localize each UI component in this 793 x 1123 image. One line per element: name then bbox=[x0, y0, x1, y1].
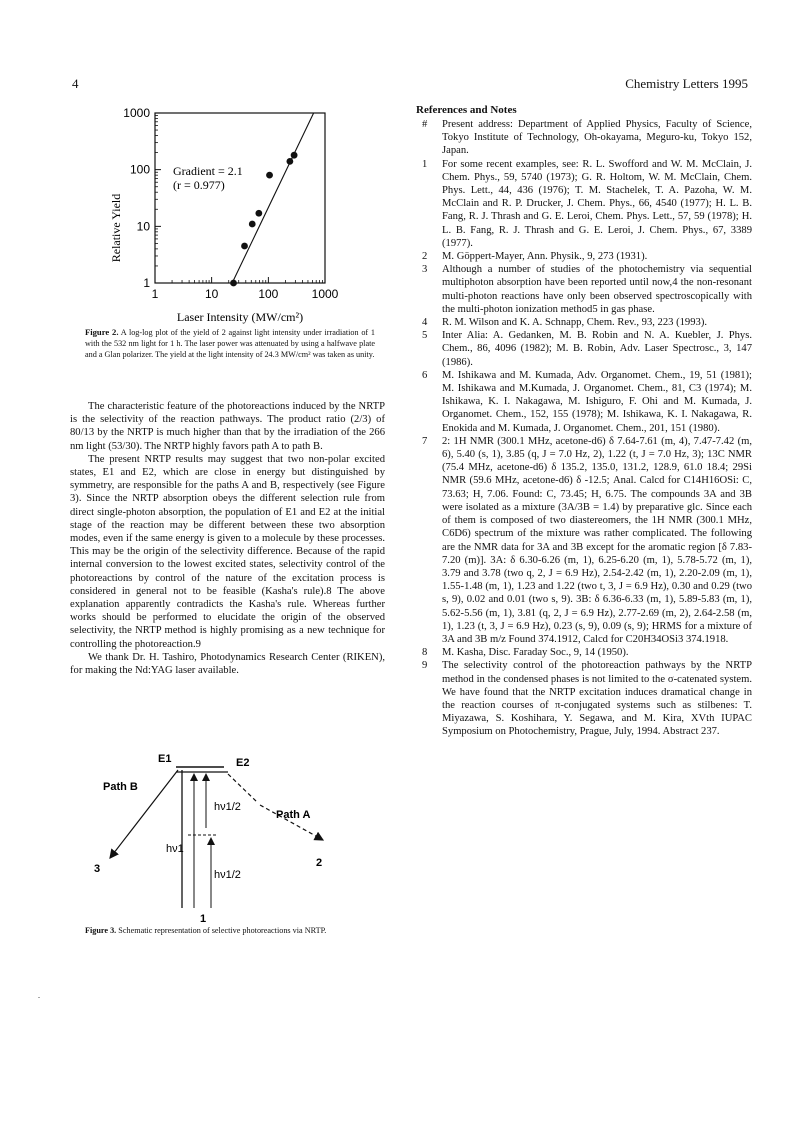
reference-item bbox=[412, 250, 752, 263]
reference-text: 2: 1H NMR (300.1 MHz, acetone-d6) δ 7.64-7.61 (m, 4), 7.47-7.42 (m, 6), 5.40 (s, 1), 3.85 (q, J = 7.0 Hz, 2), 1.22 (t, J = 7.0 Hz, 3); 13C NMR (75.4 MHz, acetone-d6) δ 135.2, 135.0, 131.2, 128.9, 61.0 18.4; 29Si NMR (59.6 MHz, acetone-d6) δ -12.5; Anal. Calcd for C14H16OSi: C, 73.63; H, 7.06. Found: C, 73.45; H, 6.75. The compounds 3A and 3B were isolated as a mixture (3A/3B = 1.4) by preparative glc. Since each of them is composed of two diastereomers, the 1H NMR (300.1 MHz, C6D6) spectrum of the mixture was rather complicated. The following are the NMR data for 3A and 3B except for the aromatic region [δ 7.83-7.20 (m)]. 3A: δ 6.30-6.26 (m, 1), 6.25-6.20 (m, 1), 5.78-5.72 (m, 1), 3.79 and 3.78 (two q, 2, J = 6.9 Hz), 2.54-2.42 (m, 1), 2.20-2.09 (m, 1), 1.55-1.48 (m, 1), 1.23 and 1.22 (two t, 3, J = 6.9 Hz), 0.30 and 0.29 (two s, 9), 0.02 and 0.01 (two s, 9). 3B: δ 6.36-6.33 (m, 1), 5.89-5.83 (m, 1), 5.62-5.56 (m, 1), 3.81 (q, 2, J = 6.9 Hz), 2.77-2.69 (m, 2), 2.64-2.58 (m, 1), 1.23 (t, 3, J = 6.9 Hz), 0.23 (s, 9), 0.09 (s, 9); HRMS for a mixture of 3A and 3B m/z Found 374.1912, Calcd for C20H34OSi3 374.1918. bbox=[442, 435, 752, 645]
body-paragraph-3: We thank Dr. H. Tashiro, Photodynamics Research Center (RIKEN), for making the Nd:YAG laser available. bbox=[70, 651, 385, 677]
page-number: 4 bbox=[72, 76, 79, 91]
x-tick-label: 100 bbox=[258, 287, 279, 301]
reference-text: Although a number of studies of the photochemistry via sequential multiphoton absorption have been reported until now,4 the non-resonant multi-photon reactions have only been observed spectroscopically with the multi-photon ionization method5 in gas phase. bbox=[442, 264, 752, 315]
body-paragraph-1: The characteristic feature of the photoreactions induced by the NRTP is the selectivity of the reaction pathways. The product ratio (2/3) of 80/13 by the NRTP is much higher than that by the irradiation of the 266 nm light (53/30). The NRTP highly favors path A to path B. bbox=[70, 401, 385, 452]
reference-number: 5 bbox=[422, 330, 428, 342]
reference-item bbox=[412, 369, 752, 435]
compound-3-label: 3 bbox=[94, 863, 101, 875]
path-a-label: Path A bbox=[276, 809, 311, 821]
y-tick-label: 10 bbox=[136, 219, 150, 234]
y-tick-label: 1 bbox=[143, 276, 150, 290]
reference-text: Present address: Department of Applied Physics, Faculty of Science, Tokyo Institute of Technology, Oh-okayama, Meguro-ku, Tokyo 152, Japan. bbox=[442, 119, 752, 157]
left-column-body bbox=[70, 400, 385, 677]
compound-1-label: 1 bbox=[200, 913, 207, 925]
figure-2-caption-text: A log-log plot of the yield of 2 against light intensity under irradiation of 1 with the 532 nm light for 1 h. The laser power was attenuated by using a halfwave plate and a Glan polarizer. The yield at the light intensity of 24.3 MW/cm² was taken as unity. bbox=[85, 328, 375, 360]
figure-2 bbox=[80, 103, 370, 333]
data-point bbox=[255, 210, 262, 217]
reference-item bbox=[412, 329, 752, 369]
reference-number: 6 bbox=[422, 369, 428, 381]
data-point bbox=[286, 158, 293, 165]
reference-text: For some recent examples, see: R. L. Swofford and W. M. McClain, J. Chem. Phys., 59, 5740 (1973); G. R. Holtom, W. M. McClain, Chem. Phys. Lett., 44, 436 (1976); T. M. Stachelek, T. A. Pazoha, W. M. McClain and R. P. Drucker, J. Chem. Phys., 66, 4540 (1977); H. L. B. Fang, R. J. Thrash and G. E. Leroi, Chem. Phys. Lett., 57, 59 (1978); H. L. B. Fang, R. J. Thrash and G. E. Leroi, J. Chem. Phys., 67, 3389 (1977). bbox=[442, 158, 752, 249]
reference-item bbox=[412, 659, 752, 738]
reference-item bbox=[412, 316, 752, 329]
reference-item bbox=[412, 263, 752, 316]
figure-3-caption-text: Schematic representation of selective photoreactions via NRTP. bbox=[118, 926, 327, 935]
figure-2-caption bbox=[85, 327, 375, 361]
fit-line bbox=[232, 113, 313, 283]
x-tick-label: 1 bbox=[151, 287, 159, 301]
reference-text: M. Kasha, Disc. Faraday Soc., 9, 14 (1950). bbox=[442, 647, 629, 659]
footer-mark: . bbox=[38, 991, 40, 1000]
references-heading: References and Notes bbox=[416, 104, 517, 116]
reference-number: 7 bbox=[422, 435, 428, 447]
reference-number: 3 bbox=[422, 264, 428, 276]
hv1-half-bot-label: hν1/2 bbox=[214, 869, 241, 881]
x-axis-label: Laser Intensity (MW/cm²) bbox=[176, 310, 304, 324]
figure-3-diagram bbox=[78, 748, 378, 928]
references-list bbox=[412, 118, 752, 739]
reference-item bbox=[412, 646, 752, 659]
reference-number: 1 bbox=[422, 158, 428, 170]
path-b-label: Path B bbox=[103, 781, 138, 793]
y-tick-label: 1000 bbox=[123, 106, 150, 120]
r-annotation: (r = 0.977) bbox=[173, 178, 225, 192]
reference-number: 2 bbox=[422, 251, 428, 263]
path-a-line bbox=[228, 774, 258, 803]
figure-2-chart bbox=[80, 103, 370, 333]
reference-text: The selectivity control of the photoreaction pathways by the NRTP method in the condensed phases is not limited to the σ-catenated system. We have found that the NRTP excitation induces dramatical change in the reaction courses of π-conjugated systems such as stilbenes: T. Miyazawa, S. Koshihara, Y. Segawa, and M. Kira, XVth IUPAC Symposium on Photochemistry, Prague, July, 1994. Abstract 237. bbox=[442, 660, 752, 738]
gradient-annotation: Gradient = 2.1 bbox=[173, 164, 243, 178]
figure-3 bbox=[78, 748, 378, 928]
data-point bbox=[266, 172, 273, 179]
reference-item bbox=[412, 118, 752, 158]
figure-2-caption-label: Figure 2. bbox=[85, 327, 119, 337]
reference-number: 9 bbox=[422, 660, 428, 672]
hv1-label: hν1 bbox=[166, 843, 184, 855]
plot-frame bbox=[155, 113, 325, 283]
reference-item bbox=[412, 435, 752, 646]
y-axis-label: Relative Yield bbox=[109, 193, 123, 263]
data-point bbox=[230, 280, 237, 287]
data-point bbox=[291, 152, 298, 159]
body-paragraph-2: The present NRTP results may suggest that two non-polar excited states, E1 and E2, which are close in energy but distinguished by symmetry, are responsible for the paths A and B, respectively (see Figure 3). Since the NRTP absorption obeys the different selection rule from direct single-photon absorption, the population of E1 and E2 at the initial stage of the reaction may be different between these two absorption modes, even if the same energy is given to a molecule by these processes. This may be the origin of the selectivity difference. Because of the rapid internal conversion to the lowest excited states, selectivity control of the photoreactions by control of the nature of the excitation process is considered in general not to be feasible (Kasha's rule).8 The above explanation apparently contradicts the Kasha's rule. Whereas further works should be performed to elucidate the origin of the observed selectivity, the NRTP method is highly promising as a new technique for controlling the photoreaction.9 bbox=[70, 453, 385, 650]
reference-text: Inter Alia: A. Gedanken, M. B. Robin and N. A. Kuebler, J. Phys. Chem., 86, 4096 (1982); M. B. Robin, Adv. Laser Spectrosc., 3, 147 (1986). bbox=[442, 330, 752, 368]
data-point bbox=[241, 243, 248, 250]
reference-number: 8 bbox=[422, 647, 428, 659]
x-tick-label: 1000 bbox=[311, 287, 339, 301]
compound-2-label: 2 bbox=[316, 857, 323, 869]
reference-item bbox=[412, 158, 752, 250]
e1-label: E1 bbox=[158, 753, 172, 765]
reference-text: M. Göppert-Mayer, Ann. Physik., 9, 273 (1931). bbox=[442, 251, 648, 263]
reference-text: M. Ishikawa and M. Kumada, Adv. Organomet. Chem., 19, 51 (1981); M. Ishikawa and M.Kumada, J. Organomet. Chem., 81, C3 (1974); M. Ishikawa, K. I. Nakagawa, M. Ishiguro, F. Ohi and M. Kumada, J. Organomet. Chem., 152, 155 (1978); M. Ishikawa, K. I. Nakagawa, R. Enokida and M. Kumada, J. Organomet. Chem., 201, 151 (1980). bbox=[442, 369, 752, 434]
reference-number: 4 bbox=[422, 317, 428, 329]
figure-3-caption-label: Figure 3. bbox=[85, 926, 117, 935]
journal-header: Chemistry Letters 1995 bbox=[625, 76, 748, 91]
reference-text: R. M. Wilson and K. A. Schnapp, Chem. Rev., 93, 223 (1993). bbox=[442, 317, 707, 329]
x-tick-label: 10 bbox=[204, 287, 219, 301]
hv1-half-top-label: hν1/2 bbox=[214, 801, 241, 813]
figure-3-caption bbox=[85, 925, 375, 936]
e2-label: E2 bbox=[236, 757, 250, 769]
y-tick-label: 100 bbox=[129, 162, 150, 177]
reference-number: # bbox=[422, 119, 428, 130]
data-point bbox=[249, 221, 256, 228]
